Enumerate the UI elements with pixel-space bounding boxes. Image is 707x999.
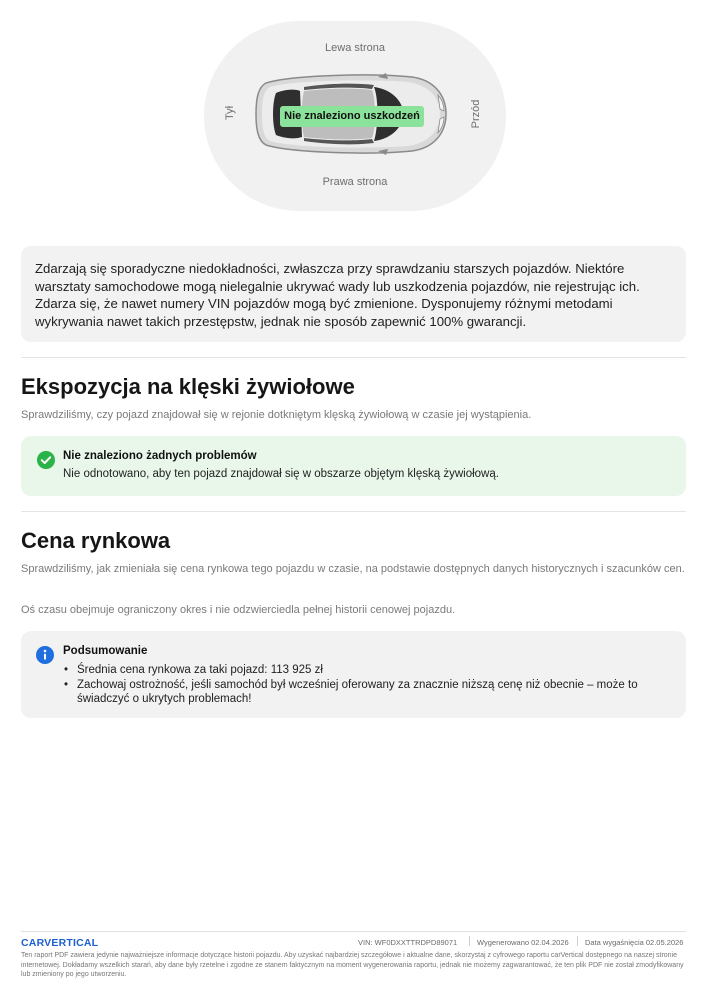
summary-title: Podsumowanie (63, 645, 148, 657)
footer-disclaimer: Ten raport PDF zawiera jedynie najważniejsze informacje dotyczące historii pojazdu. Aby uzyskać najbardziej szczegółowe i aktualne dane, skorzystaj z cyfrowego raportu carVertical dostępnego na naszej stronie internetowej. Dokładamy wszelkich starań, aby dane były rzetelne i zgodne ze stanem faktycznym na moment wygenerowania raportu, jednak nie możemy zagwarantować, że ten plik PDF nie został zmodyfikowany lub zmieniony po jego utworzeniu. (21, 952, 684, 978)
market-price-title: Cena rynkowa (21, 528, 171, 553)
price-summary-box (21, 631, 686, 718)
carvertical-logo: CARVERTICAL (21, 937, 99, 949)
divider (21, 357, 686, 358)
summary-item: • Średnia cena rynkowa za taki pojazd: 113 925 zł (63, 663, 653, 678)
disaster-result-box (21, 436, 686, 496)
footer-generated-date: Wygenerowano 02.04.2026 (477, 938, 569, 947)
disaster-section-title: Ekspozycja na klęski żywiołowe (21, 374, 355, 399)
footer-expiry-date: Data wygaśnięcia 02.05.2026 (585, 938, 684, 947)
market-price-description: Sprawdziliśmy, jak zmieniała się cena rynkowa tego pojazdu w czasie, na podstawie dostępnych danych historycznych i szacunków cen. (21, 563, 685, 575)
front-label: Przód (470, 99, 482, 129)
no-damage-badge: Nie znaleziono uszkodzeń (280, 106, 424, 127)
footer-vin: VIN: WF0DXXTTRDPD89071 (358, 938, 458, 947)
rear-label: Tył (224, 105, 236, 121)
summary-item: • Zachowaj ostrożność, jeśli samochód był wcześniej oferowany za znacznie niższą cenę niż obecnie – może to świadczyć o ukrytych problemach! (63, 678, 653, 707)
info-circle-icon (36, 646, 54, 664)
market-price-note: Oś czasu obejmuje ograniczony okres i nie odzwierciedla pełnej historii cenowej pojazdu. (21, 604, 456, 616)
disaster-section-description: Sprawdziliśmy, czy pojazd znajdował się w rejonie dotkniętym klęską żywiołową w czasie jej wystąpienia. (21, 409, 532, 421)
divider (21, 511, 686, 512)
check-circle-icon (37, 451, 55, 469)
left-side-label: Lewa strona (325, 42, 385, 54)
summary-list (63, 663, 653, 707)
disaster-result-title: Nie znaleziono żadnych problemów (63, 450, 257, 462)
footer-separator (577, 936, 578, 946)
footer-divider (21, 931, 686, 932)
disclaimer-box: Zdarzają się sporadyczne niedokładności, zwłaszcza przy sprawdzaniu starszych pojazdów. Niektóre warsztaty samochodowe mogą nielegalnie ukrywać wady lub uszkodzenia pojazdów, nie rejestrując ich. Zdarza się, że nawet numery VIN pojazdów mogą być zmienione. Dysponujemy różnymi metodami wykrywania nawet takich przestępstw, jednak nie sposób zapewnić 100% gwarancji. (21, 246, 686, 342)
disaster-result-text: Nie odnotowano, aby ten pojazd znajdował się w obszarze objętym klęską żywiołową. (63, 468, 499, 480)
damage-diagram (204, 21, 506, 211)
right-side-label: Prawa strona (322, 176, 388, 188)
footer-separator (469, 936, 470, 946)
